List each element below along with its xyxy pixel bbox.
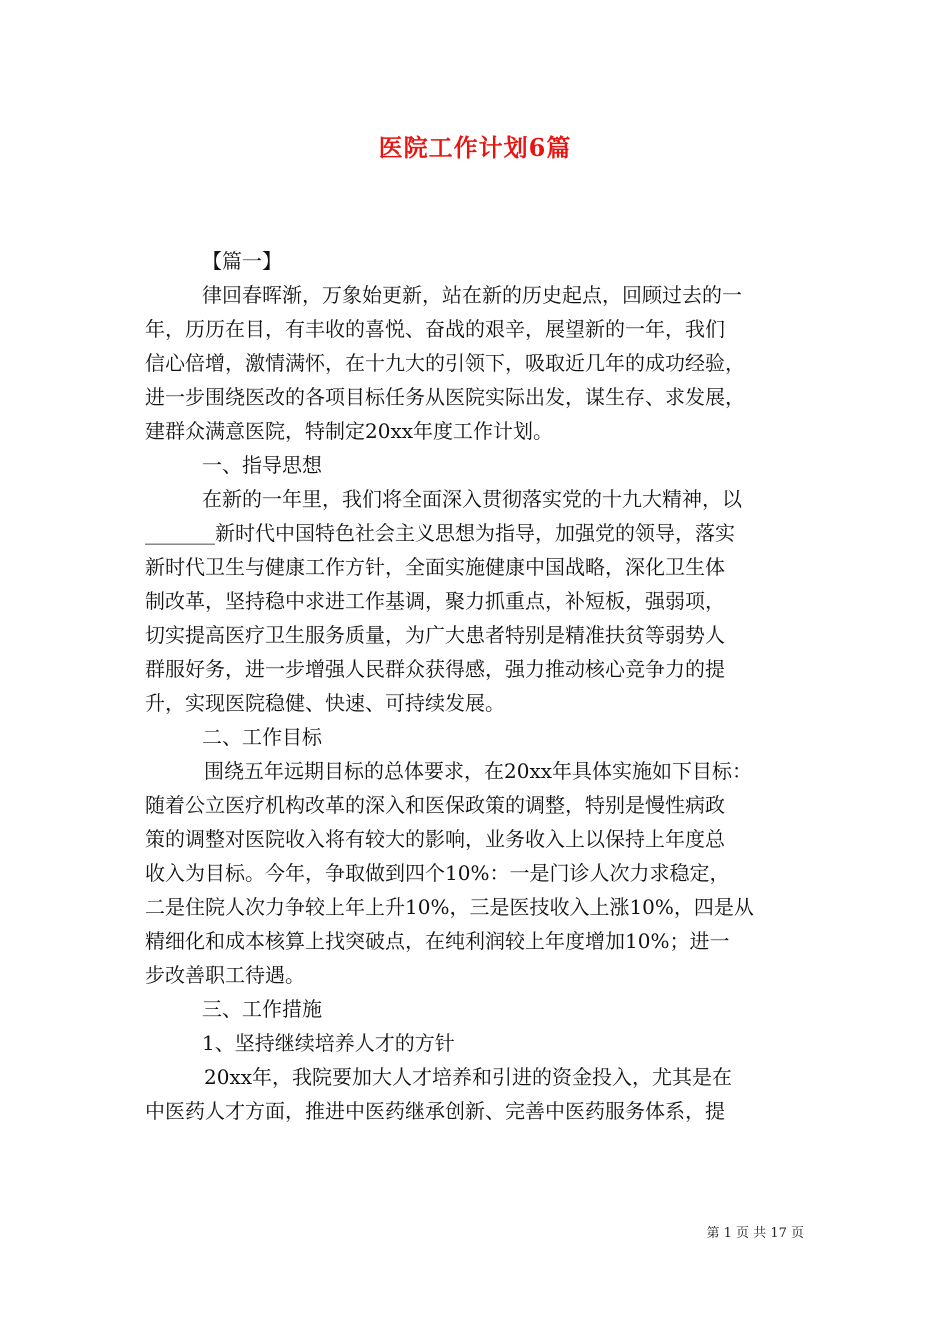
paragraph-line: 中医药人才方面，推进中医药继承创新、完善中医药服务体系，提 bbox=[145, 1099, 725, 1123]
section-heading-work-goals: 二、工作目标 bbox=[202, 725, 322, 749]
paragraph-line: 升，实现医院稳健、快速、可持续发展。 bbox=[145, 691, 505, 715]
paragraph-line: 收入为目标。今年，争取做到四个10%：一是门诊人次力求稳定， bbox=[145, 861, 730, 885]
paragraph-line: 年，历历在目，有丰收的喜悦、奋战的艰辛，展望新的一年，我们 bbox=[145, 317, 725, 341]
paragraph-line: 群服好务，进一步增强人民群众获得感，强力推动核心竞争力的提 bbox=[145, 657, 725, 681]
paragraph-line: 围绕五年远期目标的总体要求，在20xx年具体实施如下目标： bbox=[204, 759, 753, 783]
section-heading-work-measures: 三、工作措施 bbox=[202, 997, 322, 1021]
subsection-heading: 1、坚持继续培养人才的方针 bbox=[202, 1031, 455, 1055]
paragraph-line: 新时代卫生与健康工作方针，全面实施健康中国战略，深化卫生体 bbox=[145, 555, 725, 579]
paragraph-line: 信心倍增，激情满怀，在十九大的引领下，吸取近几年的成功经验， bbox=[145, 351, 745, 375]
section-heading-part-one: 【篇一】 bbox=[202, 249, 282, 273]
paragraph-line: 进一步围绕医改的各项目标任务从医院实际出发，谋生存、求发展， bbox=[145, 385, 745, 409]
paragraph-line: 律回春晖渐，万象始更新，站在新的历史起点，回顾过去的一 bbox=[202, 283, 742, 307]
paragraph-line: 20xx年，我院要加大人才培养和引进的资金投入，尤其是在 bbox=[204, 1065, 733, 1089]
paragraph-line: 随着公立医疗机构改革的深入和医保政策的调整，特别是慢性病政 bbox=[145, 793, 725, 817]
document-body bbox=[145, 244, 809, 1128]
paragraph-line: 策的调整对医院收入将有较大的影响，业务收入上以保持上年度总 bbox=[145, 827, 725, 851]
section-heading-guiding-ideology: 一、指导思想 bbox=[202, 453, 322, 477]
paragraph-line: 步改善职工待遇。 bbox=[145, 963, 305, 987]
paragraph-line: 制改革，坚持稳中求进工作基调，聚力抓重点，补短板，强弱项， bbox=[145, 589, 725, 613]
page-number: 第 1 页 共 17 页 bbox=[706, 1226, 804, 1241]
paragraph-line: 切实提高医疗卫生服务质量，为广大患者特别是精准扶贫等弱势人 bbox=[145, 623, 725, 647]
paragraph-line: 建群众满意医院，特制定20xx年度工作计划。 bbox=[145, 419, 554, 443]
paragraph-line: 在新的一年里，我们将全面深入贯彻落实党的十九大精神，以 bbox=[202, 487, 742, 511]
document-title: 医院工作计划6篇 bbox=[378, 133, 572, 162]
paragraph-line: 二是住院人次力争较上年上升10%，三是医技收入上涨10%，四是从 bbox=[145, 895, 754, 919]
paragraph-line: 精细化和成本核算上找突破点，在纯利润较上年度增加10%；进一 bbox=[145, 929, 730, 953]
paragraph-line: _______新时代中国特色社会主义思想为指导，加强党的领导，落实 bbox=[145, 521, 735, 545]
